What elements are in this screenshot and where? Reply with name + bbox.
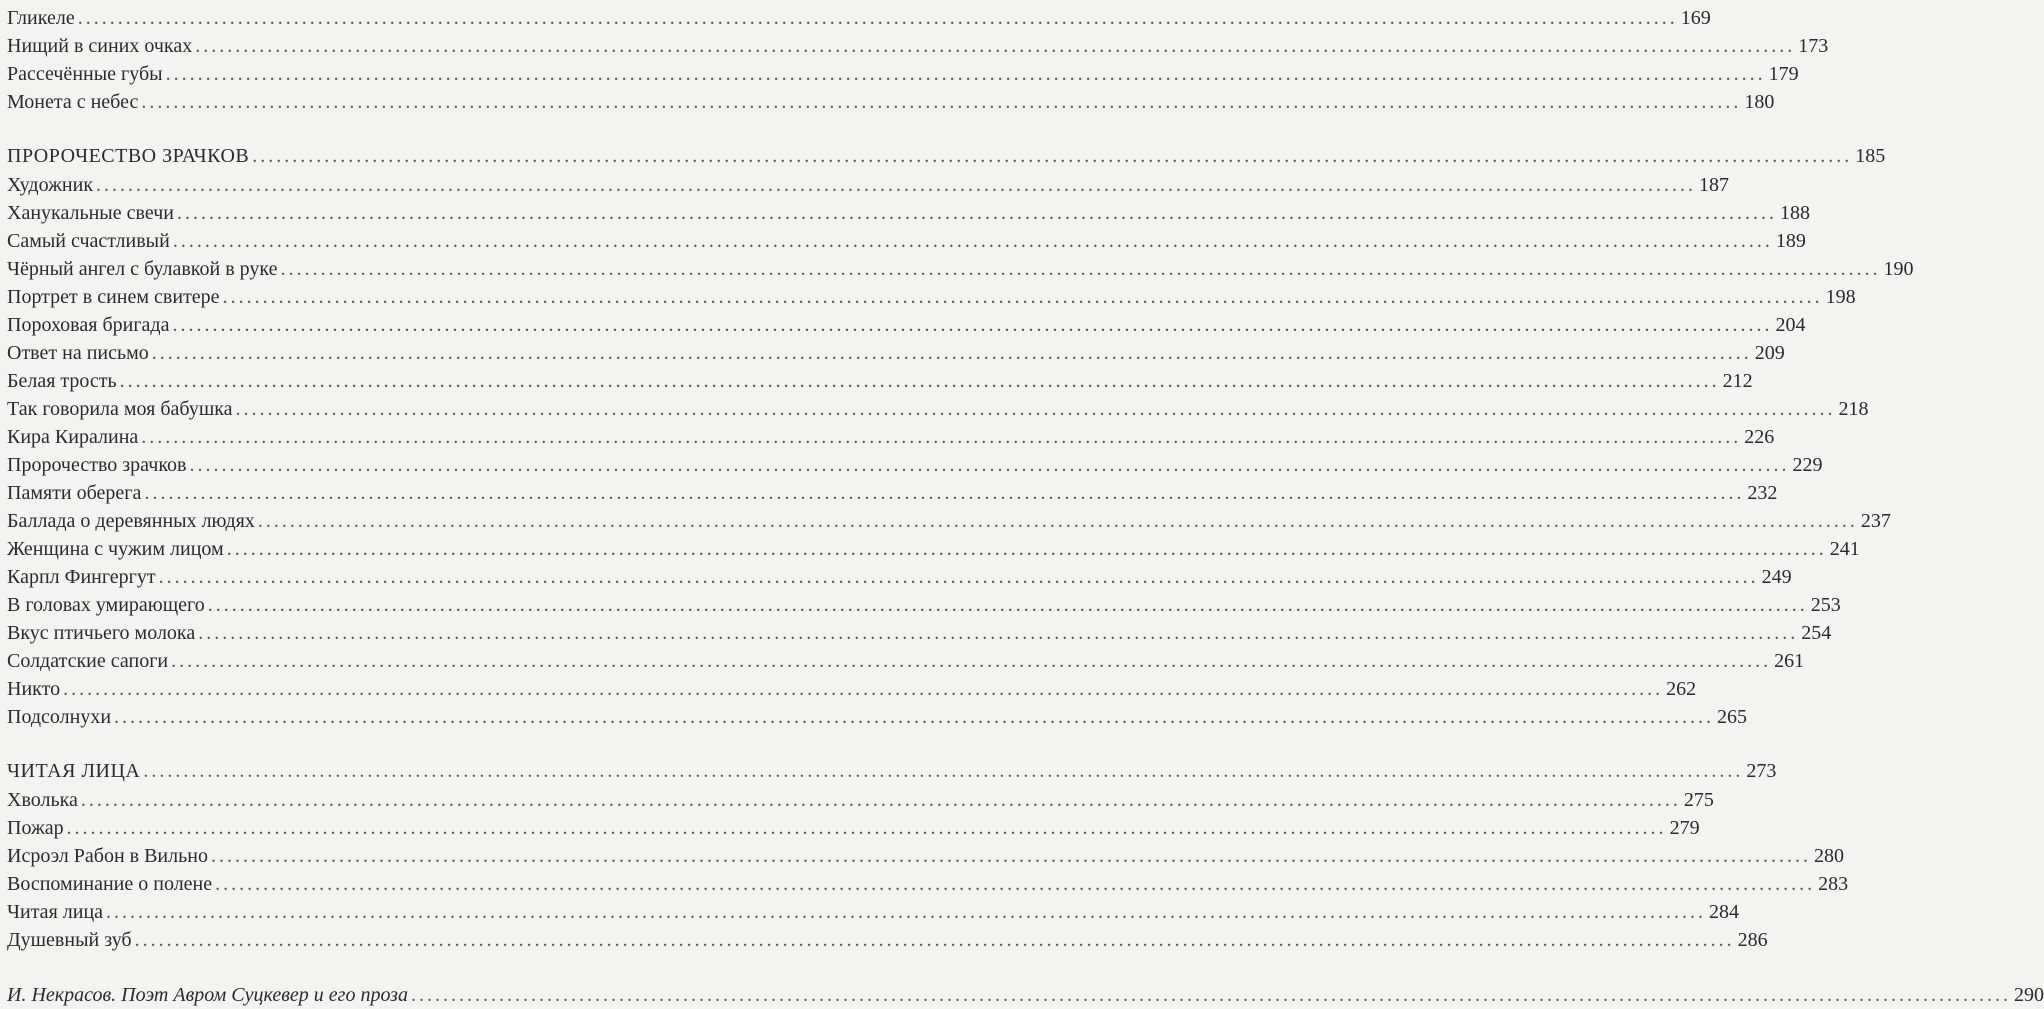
entry-page: 275	[1683, 789, 1714, 811]
afterword-page: 290	[2014, 984, 2044, 1006]
entry-title: Женщина с чужим лицом	[7, 538, 224, 560]
entry-page: 279	[1669, 817, 1700, 839]
entry-title: Ответ на письмо	[7, 342, 149, 364]
entry-title: Чёрный ангел с булавкой в руке	[7, 258, 278, 280]
dot-leader: ........................................................................................................................................................................................................	[257, 510, 1858, 532]
toc-entry	[7, 899, 1740, 926]
entry-page: 232	[1747, 482, 1778, 504]
entry-title: Самый счастливый	[7, 230, 170, 252]
toc-entry	[7, 620, 1832, 647]
entry-title: Баллада о деревянных людях	[7, 510, 255, 532]
entry-title: Белая трость	[7, 370, 117, 392]
section-heading	[7, 758, 1777, 785]
entry-page: 286	[1737, 929, 1768, 951]
dot-leader: ........................................................................................................................................................................................................	[176, 202, 1777, 224]
dot-leader: ........................................................................................................................................................................................................	[114, 706, 1715, 728]
entry-title: В головах умирающего	[7, 594, 205, 616]
entry-page: 249	[1761, 566, 1792, 588]
entry-title: Ханукальные свечи	[7, 202, 174, 224]
dot-leader: ........................................................................................................................................................................................................	[210, 845, 1811, 867]
toc-entry	[7, 228, 1806, 255]
entry-title: Никто	[7, 678, 61, 700]
entry-title: Воспоминание о полене	[7, 873, 213, 895]
toc-entry	[7, 927, 1768, 954]
entry-title: Так говорила моя бабушка	[7, 398, 233, 420]
entry-title: Пожар	[7, 817, 64, 839]
entry-title: Пророчество зрачков	[7, 454, 187, 476]
toc-entry	[7, 648, 1805, 675]
entry-page: 253	[1810, 594, 1841, 616]
entry-page: 190	[1883, 258, 1914, 280]
dot-leader: ........................................................................................................................................................................................................	[66, 817, 1667, 839]
toc-entry	[7, 843, 1844, 870]
toc-entry	[7, 536, 1860, 563]
toc-entry	[7, 200, 1810, 227]
entry-page: 262	[1666, 678, 1697, 700]
toc-entry	[7, 256, 1914, 283]
toc-entry	[7, 368, 1753, 395]
toc-entry	[7, 89, 1775, 116]
dot-leader: ........................................................................................................................................................................................................	[119, 370, 1720, 392]
toc-entry	[7, 312, 1806, 339]
entry-page: 173	[1798, 35, 1829, 57]
dot-leader: ........................................................................................................................................................................................................	[195, 35, 1796, 57]
entry-page: 187	[1699, 174, 1730, 196]
dot-leader: ........................................................................................................................................................................................................	[151, 342, 1752, 364]
entry-page: 241	[1829, 538, 1860, 560]
entry-title: Читая лица	[7, 901, 104, 923]
entry-title: Гликеле	[7, 7, 75, 29]
entry-page: 198	[1825, 286, 1856, 308]
dot-leader: ........................................................................................................................................................................................................	[143, 760, 1744, 782]
entry-title: Исроэл Рабон в Вильно	[7, 845, 208, 867]
entry-title: Карпл Фингергут	[7, 566, 156, 588]
afterword-entry	[7, 982, 2044, 1009]
entry-page: 180	[1744, 91, 1775, 113]
entry-page: 261	[1774, 650, 1805, 672]
toc-entry	[7, 172, 1730, 199]
dot-leader: ........................................................................................................................................................................................................	[171, 650, 1772, 672]
section-page: 185	[1855, 145, 1886, 167]
dot-leader: ........................................................................................................................................................................................................	[96, 174, 1697, 196]
entry-page: 218	[1838, 398, 1869, 420]
section-title: ЧИТАЯ ЛИЦА	[7, 760, 141, 782]
toc-entry	[7, 396, 1869, 423]
entry-page: 280	[1813, 845, 1844, 867]
toc-entry	[7, 61, 1799, 88]
toc-entry	[7, 787, 1714, 814]
dot-leader: ........................................................................................................................................................................................................	[141, 426, 1742, 448]
dot-leader: ........................................................................................................................................................................................................	[63, 678, 1664, 700]
entry-page: 204	[1775, 314, 1806, 336]
entry-page: 179	[1768, 63, 1799, 85]
entry-page: 265	[1717, 706, 1748, 728]
entry-title: Подсолнухи	[7, 706, 112, 728]
entry-title: Памяти оберега	[7, 482, 142, 504]
dot-leader: ........................................................................................................................................................................................................	[411, 984, 2011, 1006]
toc-entry	[7, 592, 1841, 619]
section-heading	[7, 143, 1886, 170]
dot-leader: ........................................................................................................................................................................................................	[77, 7, 1678, 29]
dot-leader: ........................................................................................................................................................................................................	[141, 91, 1742, 113]
entry-page: 237	[1860, 510, 1891, 532]
entry-page: 169	[1680, 7, 1711, 29]
dot-leader: ........................................................................................................................................................................................................	[222, 286, 1823, 308]
dot-leader: ........................................................................................................................................................................................................	[235, 398, 1836, 420]
entry-page: 188	[1779, 202, 1810, 224]
entry-title: Душевный зуб	[7, 929, 132, 951]
entry-title: Нищий в синих очках	[7, 35, 193, 57]
entry-title: Художник	[7, 174, 94, 196]
entry-page: 229	[1792, 454, 1823, 476]
toc-entry	[7, 676, 1697, 703]
dot-leader: ........................................................................................................................................................................................................	[280, 258, 1881, 280]
toc-entry	[7, 452, 1823, 479]
toc-entry	[7, 564, 1792, 591]
dot-leader: ........................................................................................................................................................................................................	[165, 63, 1766, 85]
toc-entry	[7, 508, 1891, 535]
dot-leader: ........................................................................................................................................................................................................	[215, 873, 1816, 895]
entry-title: Вкус птичьего молока	[7, 622, 196, 644]
entry-page: 189	[1775, 230, 1806, 252]
toc-entry	[7, 480, 1778, 507]
entry-title: Кира Киралина	[7, 426, 139, 448]
entry-page: 226	[1744, 426, 1775, 448]
entry-title: Рассечённые губы	[7, 63, 163, 85]
dot-leader: ........................................................................................................................................................................................................	[134, 929, 1735, 951]
entry-page: 284	[1709, 901, 1740, 923]
dot-leader: ........................................................................................................................................................................................................	[198, 622, 1799, 644]
entry-page: 209	[1754, 342, 1785, 364]
toc-entry	[7, 424, 1775, 451]
entry-title: Солдатские сапоги	[7, 650, 169, 672]
dot-leader: ........................................................................................................................................................................................................	[189, 454, 1790, 476]
toc-entry	[7, 284, 1856, 311]
dot-leader: ........................................................................................................................................................................................................	[226, 538, 1827, 560]
toc-entry	[7, 33, 1829, 60]
toc-entry	[7, 704, 1748, 731]
dot-leader: ........................................................................................................................................................................................................	[252, 145, 1853, 167]
section-title: ПРОРОЧЕСТВО ЗРАЧКОВ	[7, 145, 250, 167]
dot-leader: ........................................................................................................................................................................................................	[144, 482, 1745, 504]
toc-entry	[7, 871, 1849, 898]
dot-leader: ........................................................................................................................................................................................................	[207, 594, 1808, 616]
entry-title: Монета с небес	[7, 91, 139, 113]
toc-entry	[7, 815, 1700, 842]
afterword-title: И. Некрасов. Поэт Авром Суцкевер и его проза	[7, 984, 408, 1006]
entry-title: Портрет в синем свитере	[7, 286, 220, 308]
toc-entry	[7, 340, 1785, 367]
entry-title: Пороховая бригада	[7, 314, 170, 336]
entry-page: 254	[1801, 622, 1832, 644]
entry-page: 212	[1722, 370, 1753, 392]
dot-leader: ........................................................................................................................................................................................................	[106, 901, 1707, 923]
section-page: 273	[1746, 760, 1777, 782]
dot-leader: ........................................................................................................................................................................................................	[158, 566, 1759, 588]
entry-page: 283	[1818, 873, 1849, 895]
toc-entry	[7, 5, 1711, 32]
dot-leader: ........................................................................................................................................................................................................	[172, 230, 1773, 252]
dot-leader: ........................................................................................................................................................................................................	[80, 789, 1681, 811]
entry-title: Хволька	[7, 789, 78, 811]
dot-leader: ........................................................................................................................................................................................................	[172, 314, 1773, 336]
